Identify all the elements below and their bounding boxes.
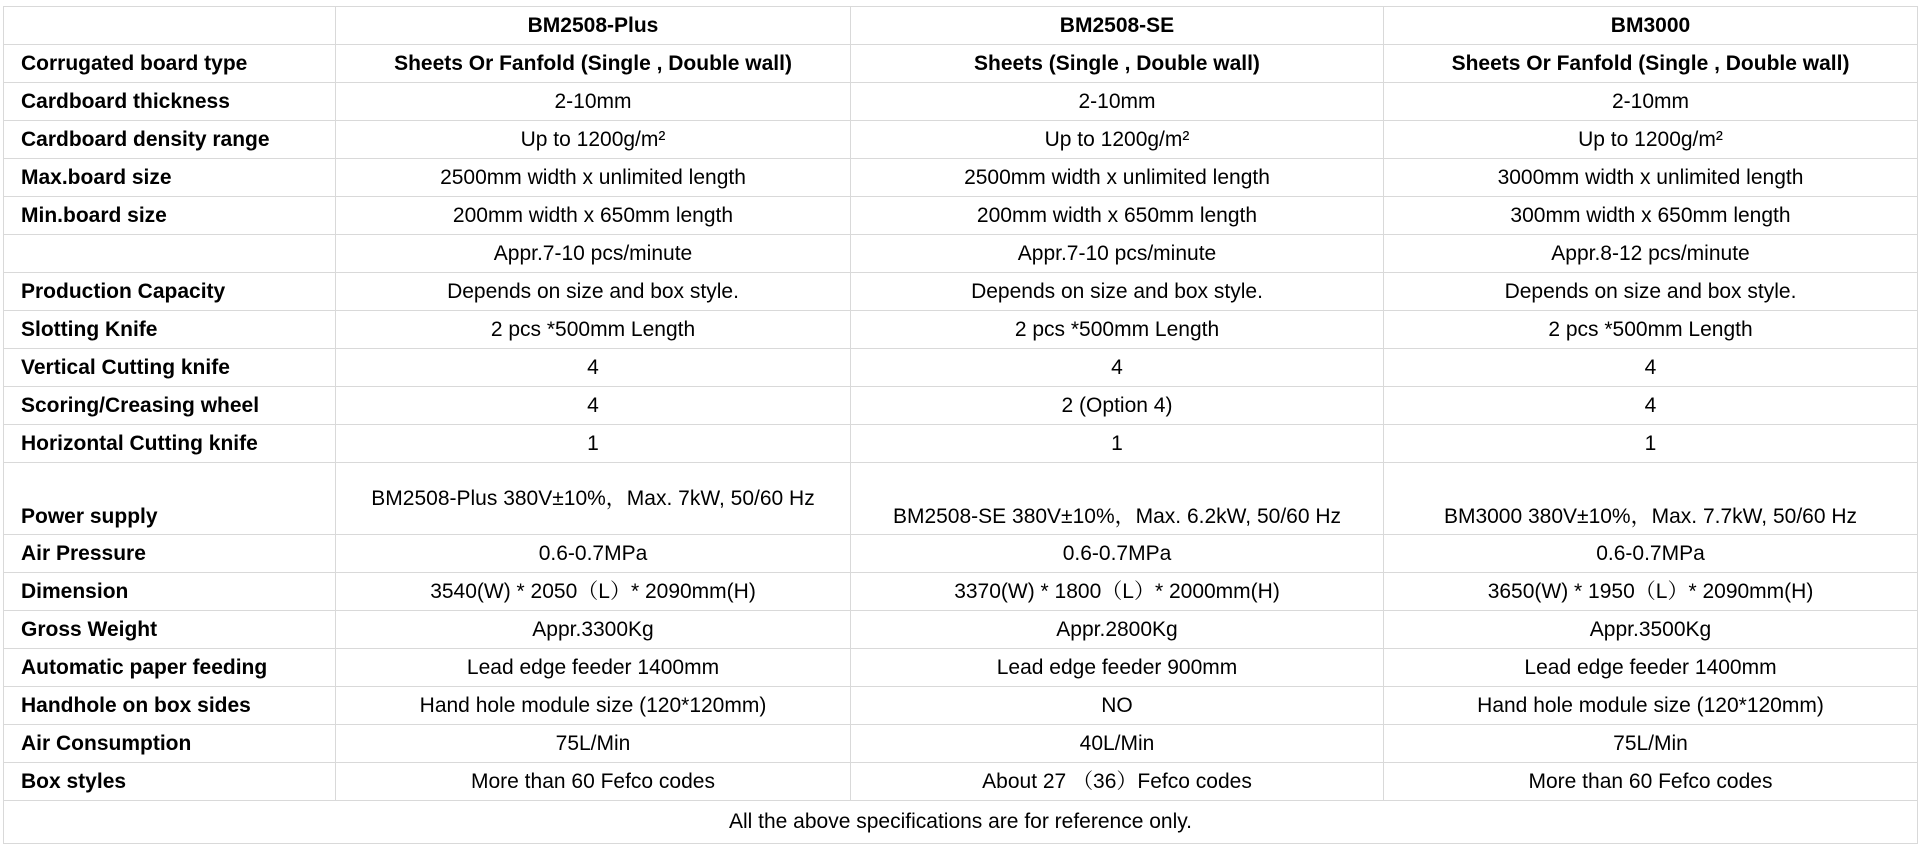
spec-value: BM2508-SE 380V±10%，Max. 6.2kW, 50/60 Hz bbox=[851, 463, 1384, 535]
spec-value: Sheets Or Fanfold (Single , Double wall) bbox=[1384, 45, 1918, 83]
spec-value: Depends on size and box style. bbox=[851, 273, 1384, 311]
spec-value: 1 bbox=[336, 425, 851, 463]
spec-value: More than 60 Fefco codes bbox=[336, 763, 851, 801]
spec-value: NO bbox=[851, 687, 1384, 725]
spec-value: 0.6-0.7MPa bbox=[851, 535, 1384, 573]
spec-value: 3540(W) * 2050（L）* 2090mm(H) bbox=[336, 573, 851, 611]
header-row bbox=[4, 7, 1918, 45]
spec-value: 2 (Option 4) bbox=[851, 387, 1384, 425]
model-header: BM2508-SE bbox=[851, 7, 1384, 45]
spec-value: Up to 1200g/m² bbox=[851, 121, 1384, 159]
spec-value: Appr.3300Kg bbox=[336, 611, 851, 649]
spec-value: Depends on size and box style. bbox=[336, 273, 851, 311]
spec-value: Hand hole module size (120*120mm) bbox=[1384, 687, 1918, 725]
footnote-row bbox=[4, 801, 1918, 844]
spec-value: 200mm width x 650mm length bbox=[851, 197, 1384, 235]
spec-label bbox=[4, 235, 336, 273]
spec-value: 2-10mm bbox=[851, 83, 1384, 121]
spec-row bbox=[4, 349, 1918, 387]
spec-label: Vertical Cutting knife bbox=[4, 349, 336, 387]
spec-label: Horizontal Cutting knife bbox=[4, 425, 336, 463]
spec-value: BM3000 380V±10%，Max. 7.7kW, 50/60 Hz bbox=[1384, 463, 1918, 535]
spec-value: 300mm width x 650mm length bbox=[1384, 197, 1918, 235]
spec-label: Power supply bbox=[4, 463, 336, 535]
spec-value: Lead edge feeder 1400mm bbox=[1384, 649, 1918, 687]
spec-row bbox=[4, 121, 1918, 159]
spec-label: Air Consumption bbox=[4, 725, 336, 763]
spec-value: 2500mm width x unlimited length bbox=[851, 159, 1384, 197]
spec-value: Depends on size and box style. bbox=[1384, 273, 1918, 311]
spec-row bbox=[4, 573, 1918, 611]
spec-value: Hand hole module size (120*120mm) bbox=[336, 687, 851, 725]
spec-value: Appr.7-10 pcs/minute bbox=[336, 235, 851, 273]
model-header: BM3000 bbox=[1384, 7, 1918, 45]
spec-row bbox=[4, 45, 1918, 83]
spec-row bbox=[4, 611, 1918, 649]
spec-label: Cardboard density range bbox=[4, 121, 336, 159]
spec-value: 4 bbox=[1384, 349, 1918, 387]
spec-value: Appr.8-12 pcs/minute bbox=[1384, 235, 1918, 273]
spec-value: 200mm width x 650mm length bbox=[336, 197, 851, 235]
spec-value: 75L/Min bbox=[336, 725, 851, 763]
spec-value: About 27 （36）Fefco codes bbox=[851, 763, 1384, 801]
spec-value: Appr.2800Kg bbox=[851, 611, 1384, 649]
spec-row bbox=[4, 83, 1918, 121]
spec-row bbox=[4, 649, 1918, 687]
spec-value: BM2508-Plus 380V±10%，Max. 7kW, 50/60 Hz bbox=[336, 463, 851, 535]
spec-value: 3370(W) * 1800（L）* 2000mm(H) bbox=[851, 573, 1384, 611]
footnote: All the above specifications are for reference only. bbox=[4, 801, 1918, 844]
spec-row bbox=[4, 197, 1918, 235]
spec-value: Sheets Or Fanfold (Single , Double wall) bbox=[336, 45, 851, 83]
spec-label: Box styles bbox=[4, 763, 336, 801]
spec-label: Automatic paper feeding bbox=[4, 649, 336, 687]
header-empty-cell bbox=[4, 7, 336, 45]
spec-label: Scoring/Creasing wheel bbox=[4, 387, 336, 425]
spec-value: 75L/Min bbox=[1384, 725, 1918, 763]
spec-value: 2500mm width x unlimited length bbox=[336, 159, 851, 197]
spec-value: 2 pcs *500mm Length bbox=[1384, 311, 1918, 349]
spec-row bbox=[4, 763, 1918, 801]
spec-label: Min.board size bbox=[4, 197, 336, 235]
spec-value: Sheets (Single , Double wall) bbox=[851, 45, 1384, 83]
spec-value: Appr.7-10 pcs/minute bbox=[851, 235, 1384, 273]
spec-row bbox=[4, 273, 1918, 311]
spec-value: 1 bbox=[851, 425, 1384, 463]
spec-value: 2-10mm bbox=[336, 83, 851, 121]
spec-value: 2-10mm bbox=[1384, 83, 1918, 121]
spec-row bbox=[4, 463, 1918, 535]
spec-row bbox=[4, 725, 1918, 763]
spec-value: 1 bbox=[1384, 425, 1918, 463]
spec-value: Up to 1200g/m² bbox=[1384, 121, 1918, 159]
spec-row bbox=[4, 387, 1918, 425]
spec-label: Dimension bbox=[4, 573, 336, 611]
spec-value: Lead edge feeder 1400mm bbox=[336, 649, 851, 687]
spec-row bbox=[4, 311, 1918, 349]
spec-table bbox=[3, 6, 1918, 844]
spec-row bbox=[4, 425, 1918, 463]
spec-label: Air Pressure bbox=[4, 535, 336, 573]
spec-label: Production Capacity bbox=[4, 273, 336, 311]
model-header: BM2508-Plus bbox=[336, 7, 851, 45]
spec-value: 0.6-0.7MPa bbox=[1384, 535, 1918, 573]
spec-label: Cardboard thickness bbox=[4, 83, 336, 121]
spec-value: More than 60 Fefco codes bbox=[1384, 763, 1918, 801]
spec-value: 2 pcs *500mm Length bbox=[336, 311, 851, 349]
spec-row bbox=[4, 535, 1918, 573]
spec-label: Gross Weight bbox=[4, 611, 336, 649]
spec-label: Slotting Knife bbox=[4, 311, 336, 349]
spec-value: Appr.3500Kg bbox=[1384, 611, 1918, 649]
spec-value: 4 bbox=[1384, 387, 1918, 425]
spec-value: 4 bbox=[851, 349, 1384, 387]
spec-row bbox=[4, 235, 1918, 273]
spec-value: Up to 1200g/m² bbox=[336, 121, 851, 159]
spec-value: 0.6-0.7MPa bbox=[336, 535, 851, 573]
spec-value: 2 pcs *500mm Length bbox=[851, 311, 1384, 349]
spec-value: 40L/Min bbox=[851, 725, 1384, 763]
spec-value: Lead edge feeder 900mm bbox=[851, 649, 1384, 687]
spec-value: 3000mm width x unlimited length bbox=[1384, 159, 1918, 197]
spec-row bbox=[4, 159, 1918, 197]
spec-value: 4 bbox=[336, 349, 851, 387]
spec-label: Corrugated board type bbox=[4, 45, 336, 83]
spec-value: 4 bbox=[336, 387, 851, 425]
spec-label: Handhole on box sides bbox=[4, 687, 336, 725]
spec-label: Max.board size bbox=[4, 159, 336, 197]
spec-row bbox=[4, 687, 1918, 725]
spec-value: 3650(W) * 1950（L）* 2090mm(H) bbox=[1384, 573, 1918, 611]
